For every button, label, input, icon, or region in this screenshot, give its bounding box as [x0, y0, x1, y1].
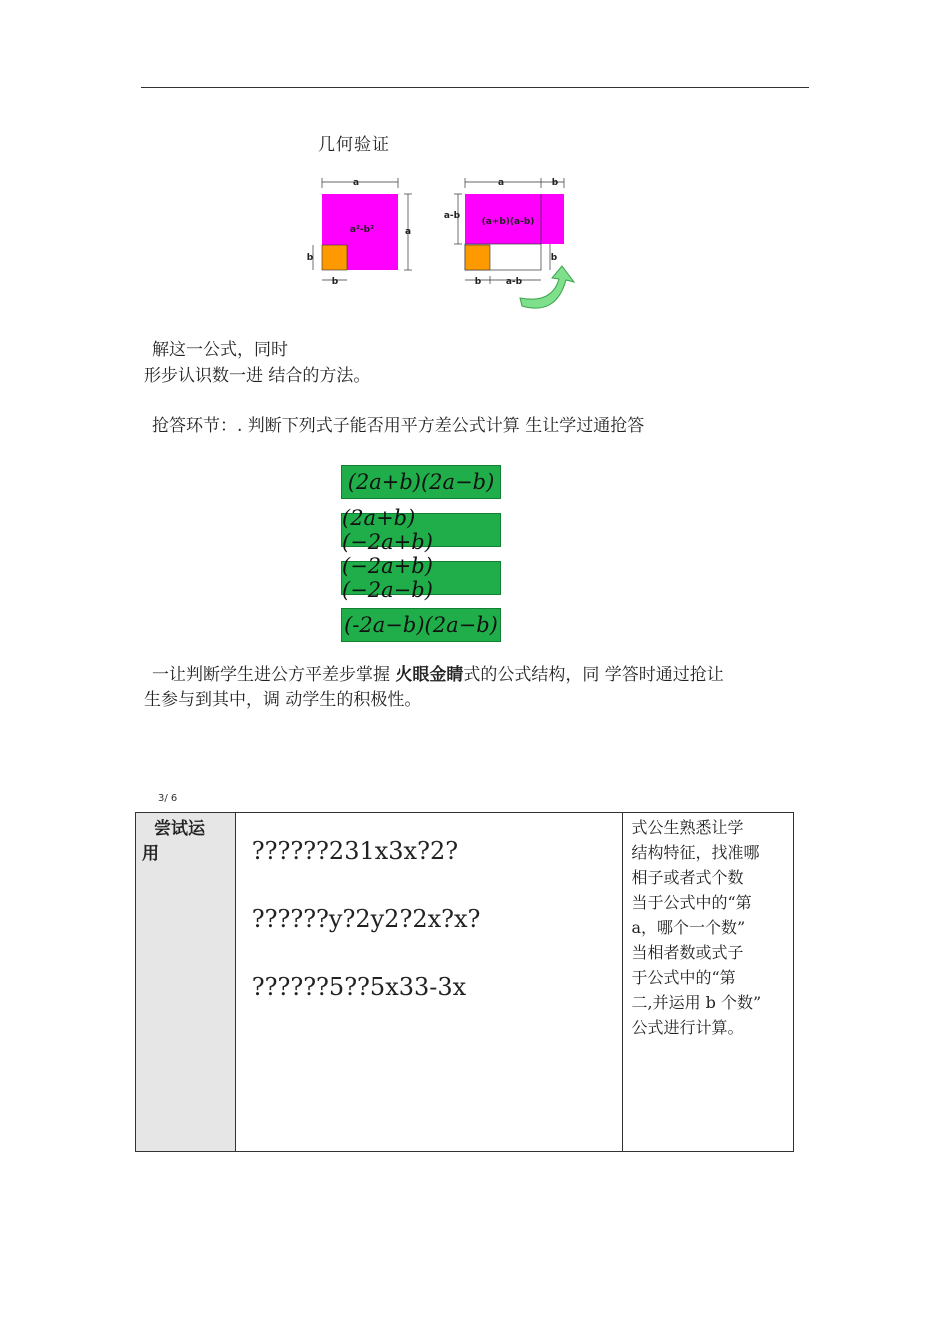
left-bottom-label: b [331, 277, 339, 287]
paragraph-3-pre: 一让判断学生进公方平差步掌握 [152, 665, 396, 685]
paragraph-3-bold: 火眼金睛 [395, 665, 464, 685]
paragraph-1-line-2: 形步认识数一进 结合的方法。 [144, 366, 371, 386]
formula-4: (-2a−b)(2a−b) [341, 608, 501, 642]
paragraph-3-line-1 [152, 663, 724, 688]
geometry-title: 几何验证 [318, 135, 390, 155]
formula-2: (2a+b)(−2a+b) [341, 513, 501, 547]
paragraph-1-line-1: 解这一公式，同时 [152, 340, 288, 360]
left-area-label: a²-b² [349, 225, 375, 235]
page-number: 3/ 6 [158, 793, 178, 804]
right-small-side-label: b [550, 253, 558, 263]
paragraph-3-line-2: 生参与到其中，调 动学生的积极性。 [144, 690, 422, 710]
paragraph-3-post: 式的公式结构，同 学答时通过抢让 [463, 665, 724, 685]
exercise-1: ??????231x3x?2? [251, 837, 459, 865]
exercise-table [135, 812, 794, 1152]
right-bottom-right-label: a-b [505, 277, 523, 287]
exercise-label-line-1: 尝试运 [154, 819, 205, 839]
header-rule [141, 87, 809, 88]
exercise-note: 式公生熟悉让学 结构特征，找准哪 相子或者式个数 当于公式中的“第 a，哪个一个数” 当相者数或式子 于公式中的“第 二,并运用 b 个数” 公式进行计算。 [631, 818, 762, 1037]
right-small-square [465, 245, 490, 270]
right-area-label: (a+b)(a-b) [481, 217, 535, 227]
paragraph-2: 抢答环节：. 判断下列式子能否用平方差公式计算 生让学过通抢答 [152, 416, 645, 436]
left-side-label: a [404, 227, 412, 237]
exercise-label-cell [136, 813, 236, 1152]
right-top-label: a [497, 178, 505, 188]
exercise-3: ??????5??5x33-3x [251, 973, 467, 1001]
geometry-diagram [300, 168, 580, 320]
exercise-2: ??????y?2y2?2x?x? [251, 905, 481, 933]
right-top-small-label: b [551, 178, 559, 188]
rotation-arrow-icon [520, 266, 574, 308]
right-side-label: a-b [443, 211, 461, 221]
formula-1: (2a+b)(2a−b) [341, 465, 501, 499]
exercise-content-cell [235, 813, 622, 1152]
formula-3: (−2a+b)(−2a−b) [341, 561, 501, 595]
exercise-note-cell [622, 813, 794, 1152]
left-small-square [322, 245, 347, 270]
right-bottom-left-label: b [474, 277, 482, 287]
exercise-label-line-2: 用 [142, 844, 159, 864]
left-small-side-label: b [306, 253, 314, 263]
left-top-label: a [352, 178, 360, 188]
